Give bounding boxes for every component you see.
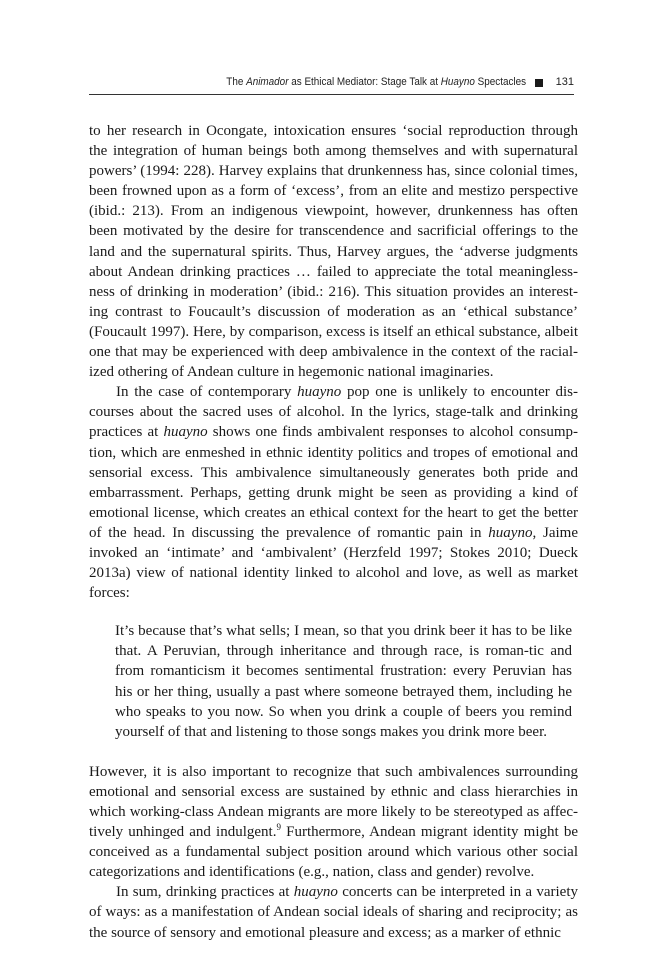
quote-text: It’s because that’s what sells; I mean, so that you drink beer it has to be like that. A Peruvian, through inheritance and through race, is roman-tic and from romanticism it becomes sentimental frustration: every Peruvian has his or her thing, usually a past where someone betrayed them, including he who speaks to you now. So when you drink a couple of beers you remind yourself of that and listening to those songs makes you drink more beer. <box>115 623 572 740</box>
page-number: 131 <box>555 76 574 88</box>
body-text <box>89 121 578 943</box>
footnote-marker[interactable]: 9 <box>276 822 281 833</box>
paragraph-4: In sum, drinking practices at huayno concerts can be interpreted in a variety of ways: as a manifestation of Andean social ideals of sharing and reciprocity; as the source of sensory and emotional pleasure and excess; as a marker of ethnic <box>89 884 578 941</box>
block-quote <box>115 621 572 742</box>
running-head-title: The Animador as Ethical Mediator: Stage Talk at Huayno Spectacles <box>226 76 526 88</box>
square-bullet-icon <box>535 79 543 87</box>
paragraph-3: However, it is also important to recognize that such ambivalences surrounding emotional and sensorial excess are sustained by ethnic and class hierarchies in which working-class Andean migrants are more likely to be stereotyped as affec-tively unhinged and indulgent.$^9$ Furthermore, Andean migrant identity might be conceived as a fundamental subject position around which various other social categorizations and identifications (e.g., nation, class and gender) revolve. <box>89 763 578 881</box>
paragraph-1: to her research in Ocongate, intoxication ensures ‘social reproduction through the integration of human beings both among themselves and with supernatural powers’ (1994: 228). Harvey explains that drunkenness has, since colonial times, been frowned upon as a form of ‘excess’, from an elite and mestizo perspective (ibid.: 213). From an indigenous viewpoint, however, drunkenness has often been motivated by the desire for transcendence and sacrificial offerings to the land and the supernatural spirits. Thus, Harvey argues, the ‘adverse judgments about Andean drinking practices … failed to appreciate the total meaningless-ness of drinking in moderation’ (ibid.: 216). This situation provides an interest-ing contrast to Foucault’s discussion of moderation as an ‘ethical substance’ (Foucault 1997). Here, by comparison, excess is itself an ethical substance, albeit one that may be experienced with deep ambivalence in the context of the racial-ized othering of Andean culture in hegemonic national imaginaries. <box>89 123 578 381</box>
running-header <box>89 74 574 94</box>
header-rule <box>89 94 574 95</box>
paragraph-2: In the case of contemporary huayno pop one is unlikely to encounter dis-courses about the sacred uses of alcohol. In the lyrics, stage-talk and drinking practices at huayno shows one finds ambivalent responses to alcohol consump-tion, which are enmeshed in ethnic identity politics and tropes of emotional and sensorial excess. This ambivalence simultaneously generates both pride and embarrassment. Perhaps, getting drunk might be seen as providing a kind of emotional license, which creates an ethical context for the heart to get the better of the head. In discussing the prevalence of romantic pain in huayno, Jaime invoked an ‘intimate’ and ‘ambivalent’ (Herzfeld 1997; Stokes 2010; Dueck 2013a) view of national identity linked to alcohol and love, as well as market forces: <box>89 384 579 602</box>
